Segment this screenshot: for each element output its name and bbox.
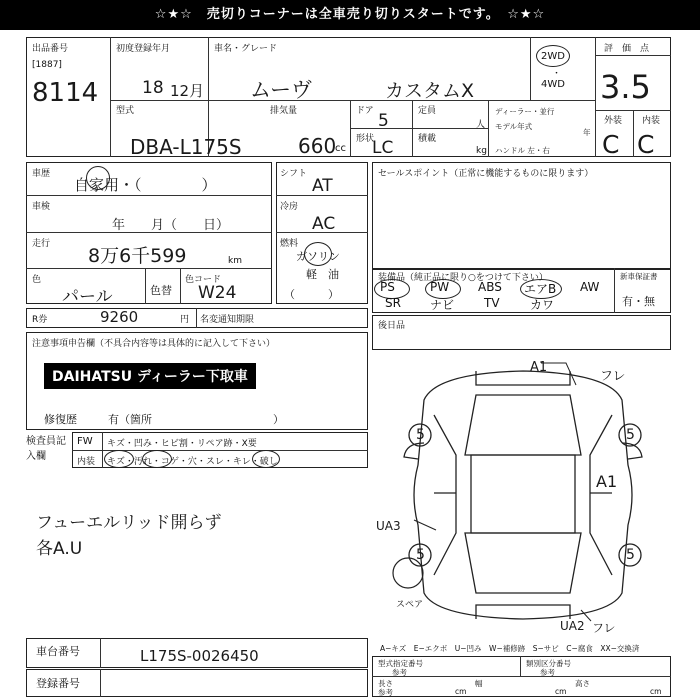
- color-code: W24: [198, 283, 237, 303]
- equipment-item: AW: [580, 280, 600, 294]
- yen: 円: [180, 315, 190, 325]
- interior-yogore-circle: [142, 450, 172, 468]
- length-ref: 参考: [378, 688, 393, 697]
- diagram-legend: A−キズ E−エクボ U−凹み W−補修跡 S−サビ C−腐食 XX−交換済: [380, 644, 640, 653]
- interior-sure-circle: [252, 450, 280, 468]
- km: km: [228, 256, 242, 266]
- doors: 5: [378, 111, 389, 131]
- fuel-diesel: 軽 油: [306, 268, 339, 281]
- kg: kg: [476, 146, 487, 156]
- shape-label: 形状: [356, 134, 375, 144]
- handwriting-1: フューエルリッド開らず: [36, 513, 222, 533]
- color-label: 色: [32, 275, 42, 285]
- reg-year: 18: [142, 78, 164, 98]
- cc: cc: [335, 143, 346, 154]
- recycle-value: 9260: [100, 308, 139, 326]
- disp-label: 排気量: [270, 106, 298, 116]
- score: 3.5: [600, 68, 651, 106]
- mileage-value: 8万6千599: [88, 245, 187, 267]
- repair-label: 修復歴: [44, 413, 77, 426]
- notes-label: 注意事項申告欄（不具合内容等は具体的に記入して下さい）: [32, 339, 276, 349]
- rear-box: [372, 315, 671, 350]
- diagram-ua3: UA3: [376, 519, 401, 533]
- lot-label: 出品番号: [32, 44, 69, 54]
- type-label: 型式: [116, 106, 135, 116]
- equipment-item: PS: [380, 280, 395, 294]
- lot-sub: [1887]: [32, 60, 62, 70]
- ac-value: AC: [312, 214, 336, 234]
- shift-label: シフト: [280, 169, 308, 179]
- length-label: 長さ: [378, 679, 393, 688]
- sales-label: セールスポイント（正常に機能するものに限ります）: [378, 169, 594, 179]
- inspection-value: 年 月（ 日）: [112, 218, 230, 233]
- int-grade: C: [637, 130, 655, 159]
- width-label: 幅: [475, 679, 483, 688]
- tire-mark-rear-right: 5: [626, 547, 635, 563]
- model-code: DBA-L175S: [130, 135, 242, 159]
- repair-value: 有（箇所 ）: [108, 413, 284, 426]
- fuel-gas: ガソリン: [296, 250, 340, 263]
- height-unit: cm: [650, 687, 662, 696]
- handle-label: ハンドル 左・右: [495, 146, 550, 155]
- drive-2wd-circle: [536, 45, 570, 67]
- type-cat-ref: 参考: [392, 668, 407, 677]
- cap-label: 定員: [418, 106, 437, 116]
- interior-kizu-circle: [104, 450, 134, 468]
- diagram-a1-top-note: フレ: [600, 369, 626, 384]
- name-label: 車名・グレード: [214, 44, 278, 54]
- interior-label: 内装: [77, 457, 96, 467]
- score-label: 評 価 点: [604, 44, 650, 54]
- chassis-value: L175S-0026450: [140, 647, 259, 665]
- banner: ☆★☆ 売切りコーナーは全車売り切りスタートです。 ☆★☆: [0, 0, 700, 30]
- ext-label: 外装: [604, 116, 623, 126]
- reg-month: 12月: [170, 82, 205, 100]
- diagram-ua2-note: フレ: [592, 621, 616, 635]
- shape: LC: [372, 138, 394, 158]
- diagram-ua2: UA2: [560, 619, 585, 633]
- history-value: 自家用・（ ）: [74, 176, 217, 194]
- class-ref: 参考: [540, 668, 555, 677]
- equipment-item: ナビ: [430, 298, 455, 312]
- color-value: パール: [62, 287, 113, 307]
- equipment-item: ABS: [478, 280, 502, 294]
- model-year-label: モデル年式: [495, 122, 533, 131]
- door-label: ドア: [356, 106, 374, 116]
- history-circle: [86, 166, 110, 190]
- equipment-item: SR: [385, 296, 401, 310]
- car-diagram: [376, 355, 671, 635]
- drive-4wd: 4WD: [541, 79, 565, 90]
- fuel-paren: （ ）: [284, 288, 339, 301]
- equipment-item: PW: [430, 280, 450, 294]
- plate-label: 登録番号: [36, 677, 80, 690]
- length-unit: cm: [455, 687, 467, 696]
- fw-items: キズ・凹み・ヒビ割・リペア跡・X要: [107, 439, 257, 449]
- reg-label: 初度登録年月: [116, 44, 171, 54]
- fuel-gas-circle: [304, 242, 332, 266]
- color-change-label: 色替: [150, 284, 172, 297]
- chassis-label: 車台番号: [36, 645, 80, 658]
- person: 人: [476, 120, 486, 130]
- tire-mark-front-left: 5: [416, 427, 425, 443]
- drive-2wd: 2WD: [541, 51, 565, 62]
- diagram-a1-right: A1: [596, 472, 618, 491]
- mileage-label: 走行: [32, 239, 51, 249]
- history-label: 車歴: [32, 169, 51, 179]
- color-code-label: 色コード: [185, 275, 222, 285]
- header-box: [26, 37, 671, 157]
- fw-label: FW: [77, 436, 93, 447]
- year-label: 年: [583, 128, 591, 137]
- handwriting-2: 各A.U: [36, 539, 83, 559]
- inspector-label: 検査員記入欄: [26, 436, 66, 462]
- notice-label: 名変通知期限: [200, 315, 255, 325]
- type-cat-label: 型式指定番号: [378, 659, 423, 668]
- shift-value: AT: [312, 176, 333, 196]
- width-unit: cm: [555, 687, 567, 696]
- recycle-box: [26, 308, 368, 328]
- dealer-badge: DAIHATSU ディーラー下取車: [44, 363, 256, 389]
- car-name: ムーヴ: [250, 78, 312, 102]
- inspection-label: 車検: [32, 202, 51, 212]
- height-label: 高さ: [575, 679, 590, 688]
- fuel-label: 燃料: [280, 239, 299, 249]
- lot-number: 8114: [32, 78, 99, 108]
- equipment-item: TV: [484, 296, 500, 310]
- ext-grade: C: [602, 130, 620, 159]
- equipment-label: 装備品（純正品に限り○をつけて下さい）: [378, 273, 548, 283]
- grade: カスタムX: [385, 80, 475, 102]
- int-label: 内装: [642, 116, 661, 126]
- diagram-a1-top: A1: [530, 360, 548, 375]
- displacement: 660: [298, 134, 337, 158]
- tire-mark-rear-left: 5: [416, 547, 425, 563]
- equipment-item: エアB: [524, 282, 557, 296]
- guarantee-label: 新車保証書: [620, 272, 658, 281]
- spare-label: スペア: [396, 600, 424, 610]
- equipment-item: カワ: [530, 298, 555, 312]
- tire-mark-front-right: 5: [626, 427, 635, 443]
- dealer-label: ディーラー・並行: [495, 107, 555, 116]
- class-label: 類別区分番号: [526, 659, 571, 668]
- interior-items: キズ・汚れ・コゲ・穴・スレ・キレ・破し: [107, 457, 278, 467]
- load-label: 積載: [418, 134, 437, 144]
- drive-dot: ・: [552, 69, 562, 79]
- ac-label: 冷房: [280, 202, 299, 212]
- rear-label: 後日品: [378, 321, 406, 331]
- guarantee-value: 有・無: [622, 295, 655, 308]
- recycle-label: R券: [32, 315, 48, 325]
